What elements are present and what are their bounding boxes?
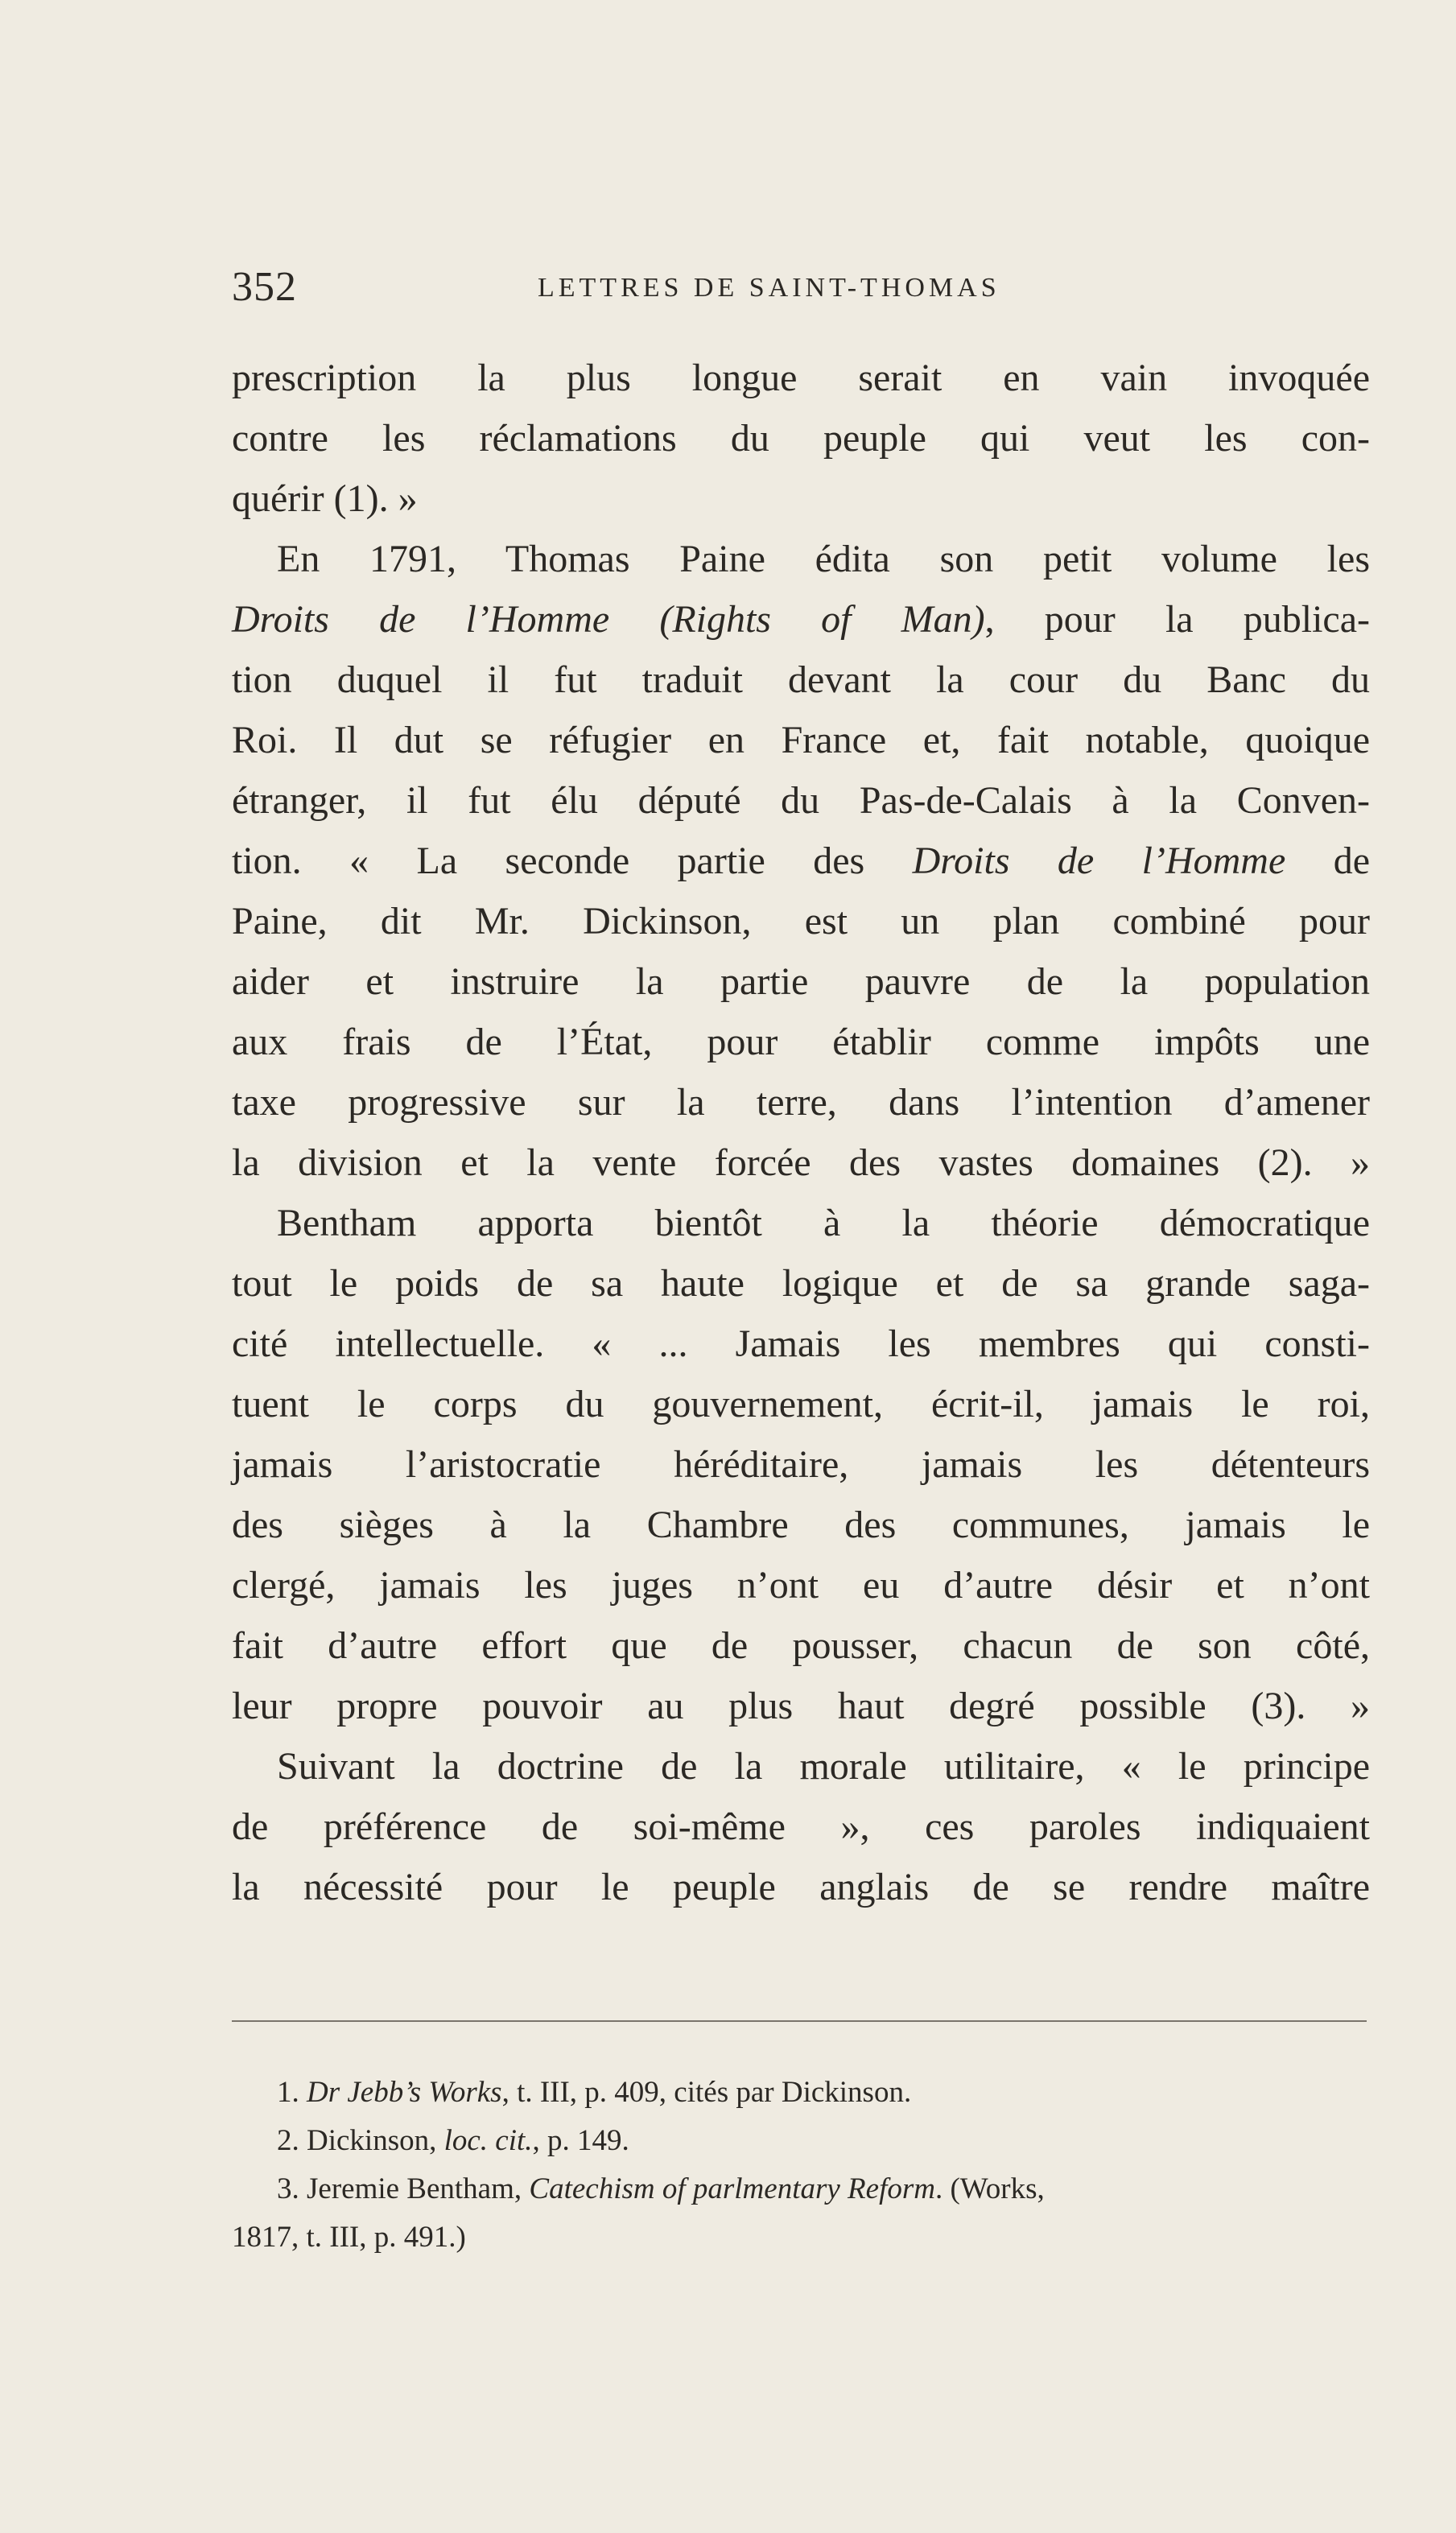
text-segment: 3. Jeremie Bentham, — [277, 2172, 530, 2205]
text-line: la nécessité pour le peuple anglais de se rendre maître — [232, 1866, 1370, 1908]
text-line: des sièges à la Chambre des communes, jamais le — [232, 1504, 1370, 1546]
text-line: taxe progressive sur la terre, dans l’intention d’amener — [232, 1081, 1370, 1124]
text-line: étranger, il fut élu député du Pas-de-Calais à la Conven- — [232, 779, 1370, 822]
body-text — [232, 348, 1370, 1917]
footnote-3-continued: 1817, t. III, p. 491.) — [232, 2221, 466, 2254]
text-line: prescription la plus longue serait en vain invoquée — [232, 357, 1370, 399]
text-segment: 2. Dickinson, — [277, 2124, 444, 2157]
text-segment: . (Works, — [934, 2172, 1045, 2205]
footnote-3 — [232, 2165, 1370, 2213]
page-header — [232, 259, 1370, 316]
text-line: la division et la vente forcée des vastes domaines (2). » — [232, 1141, 1370, 1184]
text-line: clergé, jamais les juges n’ont eu d’autre désir et n’ont — [232, 1564, 1370, 1607]
text-segment: , t. III, p. 409, cités par Dickinson. — [501, 2076, 912, 2109]
text-line — [232, 589, 1370, 650]
text-line: aider et instruire la partie pauvre de la population — [232, 960, 1370, 1003]
footnote-rule — [232, 2020, 1367, 2022]
text-line: Roi. Il dut se réfugier en France et, fait notable, quoique — [232, 719, 1370, 761]
footnote-2 — [232, 2117, 1370, 2165]
text-line: tion duquel il fut traduit devant la cour du Banc du — [232, 658, 1370, 701]
footnote-title-italic: Catechism of parlmentary Reform — [529, 2172, 935, 2205]
book-title-italic: Droits de l’Homme (Rights of Man) — [232, 598, 985, 641]
text-line: cité intellectuelle. « ... Jamais les membres qui consti- — [232, 1322, 1370, 1365]
footnote-title-italic: loc. cit. — [443, 2124, 533, 2157]
page-number: 352 — [232, 264, 297, 310]
text-line: Bentham apporta bientôt à la théorie démocratique — [277, 1202, 1370, 1244]
text-segment: tion. « La seconde partie des — [232, 840, 913, 882]
text-segment: , p. 149. — [532, 2124, 629, 2157]
text-line: En 1791, Thomas Paine édita son petit volume les — [277, 538, 1370, 580]
text-line: Paine, dit Mr. Dickinson, est un plan combiné pour — [232, 900, 1370, 943]
footnotes — [232, 2069, 1370, 2262]
text-segment: de — [1285, 840, 1370, 882]
text-segment: , pour la publica- — [984, 598, 1371, 641]
text-line: jamais l’aristocratie héréditaire, jamais les détenteurs — [232, 1443, 1370, 1486]
text-line: Suivant la doctrine de la morale utilitaire, « le principe — [277, 1745, 1370, 1788]
text-line: quérir (1). » — [232, 477, 418, 520]
text-line: contre les réclamations du peuple qui veut les con- — [232, 417, 1370, 460]
footnote-title-italic: Dr Jebb’s Works — [307, 2076, 502, 2109]
text-line: fait d’autre effort que de pousser, chacun de son côté, — [232, 1624, 1370, 1667]
footnote-1 — [232, 2069, 1370, 2117]
text-line: de préférence de soi-même », ces paroles indiquaient — [232, 1805, 1370, 1848]
text-line: aux frais de l’État, pour établir comme impôts une — [232, 1021, 1370, 1063]
text-line: leur propre pouvoir au plus haut degré possible (3). » — [232, 1685, 1370, 1727]
running-head: LETTRES DE SAINT-THOMAS — [538, 273, 1000, 303]
text-line — [232, 831, 1370, 891]
text-segment: 1. — [277, 2076, 307, 2109]
text-line: tout le poids de sa haute logique et de sa grande saga- — [232, 1262, 1370, 1305]
book-title-italic: Droits de l’Homme — [912, 840, 1286, 882]
text-line: tuent le corps du gouvernement, écrit-il, jamais le roi, — [232, 1383, 1370, 1425]
